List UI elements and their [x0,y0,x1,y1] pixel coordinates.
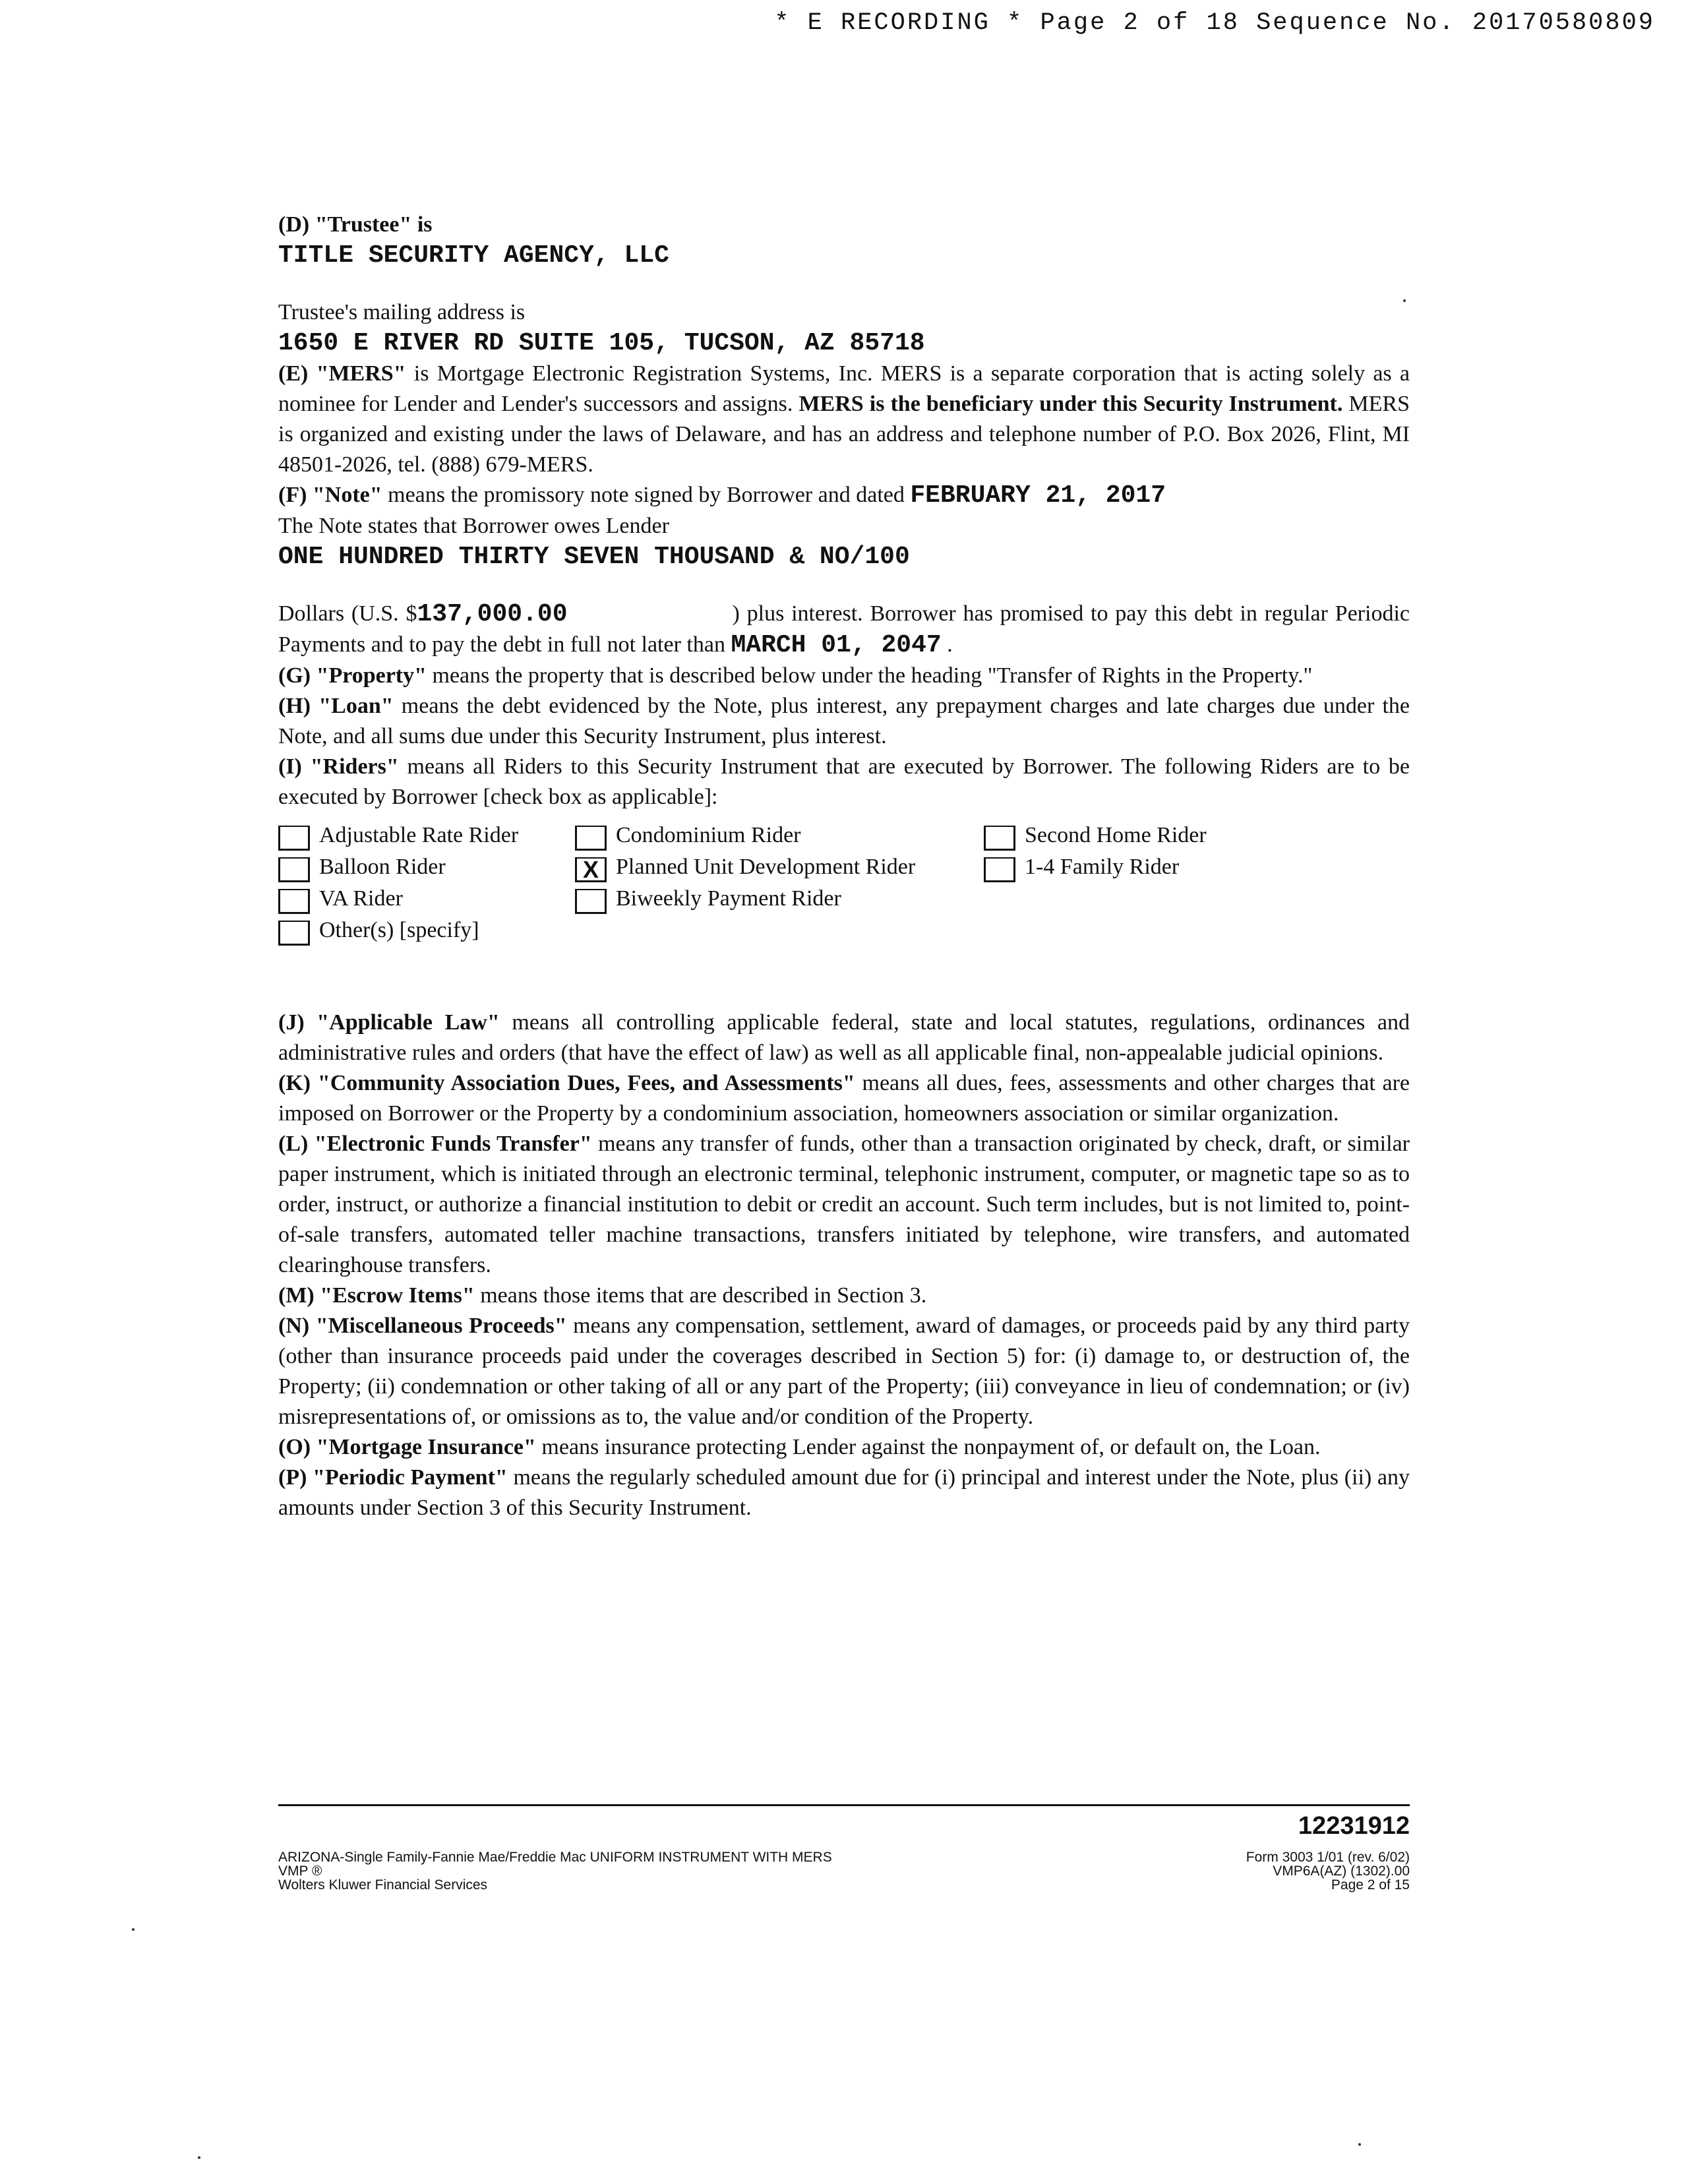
note-definition: (F) "Note" means the promissory note signed by Borrower and dated FEBRUARY 21, 2017 [278,481,1166,510]
definition-electronic-funds-transfer: (L) "Electronic Funds Transfer" means any transfer of funds, other than a transaction originated by check, draft, or similar paper instrument, which is initiated through an electronic terminal, telephonic instrument, computer, or magnetic tape so as to order, instruct, or authorize a financial institution to debit or credit an account. Such term includes, but is not limited to, point-of-sale transfers, automated teller machine transactions, transfers initiated by telephone, wire transfers, and automated clearinghouse transfers. [278,1132,1410,1277]
definition-applicable-law: (J) "Applicable Law" means all controlling applicable federal, state and local statutes, regulations, ordinances and administrative rules and orders (that have the effect of law) as well as all applicable final, non-appealable judicial opinions. [278,1010,1410,1065]
rider-va: VA Rider [278,884,575,914]
definition-miscellaneous-proceeds: (N) "Miscellaneous Proceeds" means any compensation, settlement, award of damages, or proceeds paid by any third party (other than insurance proceeds paid under the coverages described in Section 5) for: (i) damage to, or destruction of, the Property; (ii) condemnation or other taking of all or any part of the Property; (iii) conveyance in lieu of condemnation; or (iv) misrepresentations of, or omissions as to, the value and/or condition of the Property. [278,1314,1410,1429]
checkbox[interactable] [984,857,1015,882]
checkbox[interactable] [575,826,607,851]
definition-mortgage-insurance: (O) "Mortgage Insurance" means insurance protecting Lender against the nonpayment of, or default on, the Loan. [278,1435,1321,1459]
mers-definition: (E) "MERS" is Mortgage Electronic Registration Systems, Inc. MERS is a separate corporation that is acting solely as a nominee for Lender and Lender's successors and assigns. MERS is the beneficiary under this Security Instrument. MERS is organized and existing under the laws of Delaware, and has an address and telephone number of P.O. Box 2026, Flint, MI 48501-2026, tel. (888) 679-MERS. [278,361,1410,477]
trustee-address-label: Trustee's mailing address is [278,300,526,324]
checkbox[interactable] [278,826,310,851]
checkbox[interactable] [575,889,607,914]
checkbox[interactable] [984,826,1015,851]
footer-divider [278,1804,1410,1806]
checkbox[interactable] [278,857,310,882]
recording-header: * E RECORDING * Page 2 of 18 Sequence No. 20170580809 [774,9,1655,37]
loan-number: 12231912 [1298,1812,1410,1840]
rider-1-4-family: 1-4 Family Rider [984,852,1287,882]
rider-planned-unit-development: X Planned Unit Development Rider [575,852,984,882]
form-footer-right: Form 3003 1/01 (rev. 6/02) VMP6A(AZ) (1302).00 Page 2 of 15 [1246,1850,1410,1893]
note-date: FEBRUARY 21, 2017 [910,481,1166,510]
checkbox[interactable] [278,889,310,914]
trustee-name: TITLE SECURITY AGENCY, LLC [278,241,669,270]
scan-speck [132,1928,135,1931]
scan-speck [1358,2143,1361,2146]
rider-biweekly-payment: Biweekly Payment Rider [575,884,984,914]
note-dollars: Dollars (U.S. $137,000.00 ) plus interest. Borrower has promised to pay this debt in regular Periodic Payments and to pay the debt in full not later than MARCH 01, 2047 . [278,600,1410,659]
riders-checklist [278,820,1410,946]
trustee-label: (D) "Trustee" is [278,212,433,237]
rider-adjustable-rate: Adjustable Rate Rider [278,820,575,851]
document-body [278,210,1410,1523]
definition-periodic-payment: (P) "Periodic Payment" means the regularly scheduled amount due for (i) principal and interest under the Note, plus (ii) any amounts under Section 3 of this Security Instrument. [278,1465,1410,1520]
definition-escrow-items: (M) "Escrow Items" means those items that are described in Section 3. [278,1283,927,1308]
loan-definition: (H) "Loan" means the debt evidenced by the Note, plus interest, any prepayment charges and late charges due under the Note, and all sums due under this Security Instrument, plus interest. [278,694,1410,748]
form-footer-left: ARIZONA-Single Family-Fannie Mae/Freddie Mac UNIFORM INSTRUMENT WITH MERS VMP ® Wolters Kluwer Financial Services [278,1850,832,1893]
note-amount-words: ONE HUNDRED THIRTY SEVEN THOUSAND & NO/100 [278,543,910,571]
note-owes: The Note states that Borrower owes Lender [278,514,669,538]
riders-definition: (I) "Riders" means all Riders to this Security Instrument that are executed by Borrower. The following Riders are to be executed by Borrower [check box as applicable]: [278,754,1410,809]
rider-second-home: Second Home Rider [984,820,1287,851]
rider-others: Other(s) [specify] [278,915,575,946]
checkbox[interactable] [278,921,310,946]
maturity-date: MARCH 01, 2047 [731,631,942,659]
scan-speck [198,2156,200,2159]
checkbox-checked[interactable]: X [575,857,607,882]
rider-balloon: Balloon Rider [278,852,575,882]
rider-condominium: Condominium Rider [575,820,984,851]
trustee-address: 1650 E RIVER RD SUITE 105, TUCSON, AZ 85718 [278,329,925,357]
property-definition: (G) "Property" means the property that is described below under the heading "Transfer of Rights in the Property." [278,663,1313,688]
note-amount: 137,000.00 [417,600,568,628]
scan-speck [1403,299,1406,302]
definition-community-association: (K) "Community Association Dues, Fees, and Assessments" means all dues, fees, assessments and other charges that are imposed on Borrower or the Property by a condominium association, homeowners association or similar organization. [278,1071,1410,1126]
